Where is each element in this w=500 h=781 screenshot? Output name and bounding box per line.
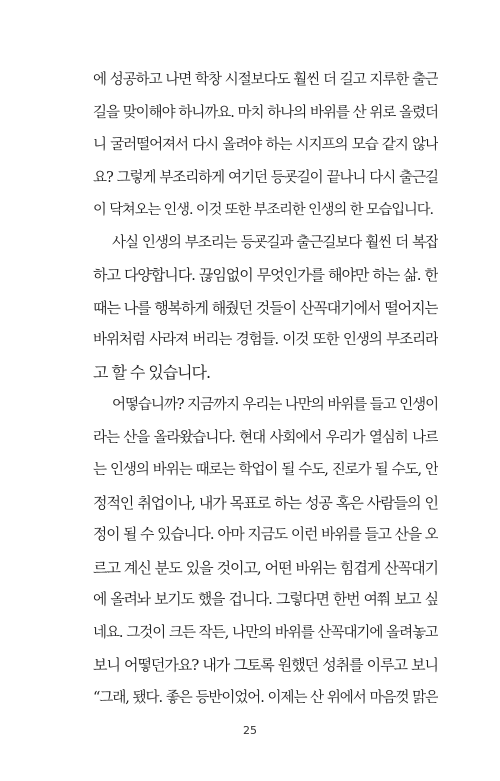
text-line-4: 요? 그렇게 부조리하게 여기던 등굣길이 끝나니 다시 출근길	[93, 169, 438, 186]
text-line-10: 고 할 수 있습니다.	[93, 362, 210, 382]
text-line-13: 는 인생의 바위는 때로는 학업이 될 수도, 진로가 될 수도, 안	[93, 462, 438, 478]
page-number: 25	[243, 724, 257, 737]
text-line-17: 에 올려놔 보기도 했을 겁니다. 그렇다면 한번 여쭤 보고 싶	[93, 591, 438, 608]
text-line-15: 정이 될 수 있습니다. 아마 지금도 이런 바위를 들고 산을 오	[93, 526, 438, 543]
text-line-1: 에 성공하고 나면 학창 시절보다도 훨씬 더 길고 지루한 출근	[93, 72, 438, 88]
text-line-11: 어떻습니까? 지금까지 우리는 나만의 바위를 들고 인생이	[112, 397, 438, 413]
text-line-6: 사실 인생의 부조리는 등굣길과 출근길보다 훨씬 더 복잡	[112, 234, 438, 251]
text-line-16: 르고 계신 분도 있을 것이고, 어떤 바위는 힘겹게 산꼭대기	[93, 558, 438, 577]
text-line-19: 보니 어떻던가요? 내가 그토록 원했던 성취를 이루고 보니	[93, 656, 438, 674]
text-line-2: 길을 맞이해야 하니까요. 마치 하나의 바위를 산 위로 올렸더	[93, 104, 438, 121]
text-line-18: 네요. 그것이 크든 작든, 나만의 바위를 산꼭대기에 올려놓고	[93, 624, 438, 641]
text-line-12: 라는 산을 올라왔습니다. 현대 사회에서 우리가 열심히 나르	[93, 429, 438, 446]
text-line-3: 니 굴러떨어져서 다시 올려야 하는 시지프의 모습 같지 않나	[93, 137, 438, 153]
text-line-5: 이 닥쳐오는 인생. 이것 또한 부조리한 인생의 한 모습입니다.	[93, 202, 433, 218]
text-line-14: 정적인 취업이나, 내가 목표로 하는 성공 혹은 사람들의 인	[93, 493, 438, 512]
text-line-20: “그래, 됐다. 좋은 등반이었어. 이제는 산 위에서 마음껏 맑은	[93, 689, 438, 706]
text-line-9: 바위처럼 사라져 버리는 경험들. 이것 또한 인생의 부조리라	[93, 332, 438, 348]
body-text	[93, 64, 438, 714]
text-line-7: 하고 다양합니다. 끊임없이 무엇인가를 해야만 하는 삶. 한	[93, 266, 438, 284]
text-line-8: 때는 나를 행복하게 해줬던 것들이 산꼭대기에서 떨어지는	[93, 298, 438, 317]
